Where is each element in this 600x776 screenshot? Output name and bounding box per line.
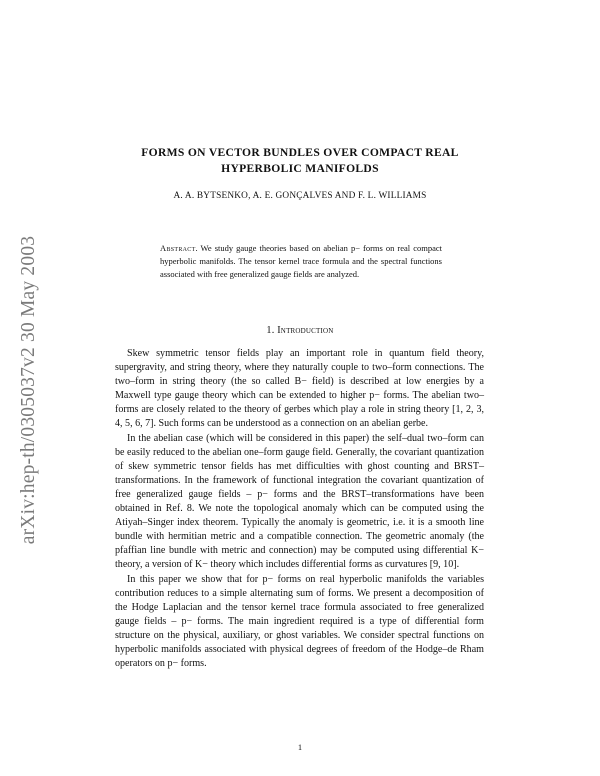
body-text [115,347,484,671]
section-title: Introduction [277,325,334,336]
arxiv-sidebar-stamp [14,200,44,580]
author-list: A. A. BYTSENKO, A. E. GONÇALVES AND F. L. WILLIAMS [173,191,427,201]
abstract [160,242,442,281]
paper-title-line-1: FORMS ON VECTOR BUNDLES OVER COMPACT REAL [141,146,459,159]
paper-title-line-2: HYPERBOLIC MANIFOLDS [221,162,379,175]
paragraph-3: In this paper we show that for p− forms on real hyperbolic manifolds the variables contribution reduces to a simple alternating sum of forms. We present a decomposition of the Hodge Laplacian and the tensor kernel trace formula associated to free generalized gauge fields – p− forms. The main ingredient required is a type of differential form structure on the physical, auxiliary, or ghost variables. We consider spectral functions on hyperbolic manifolds associated with physical degrees of freedom of the Hodge–de Rham operators on p− forms. [115,573,484,670]
abstract-label: Abstract [160,243,196,253]
paragraph-1: Skew symmetric tensor fields play an important role in quantum field theory, supergravity, and string theory, where they naturally couple to two–form connections. The two–form in string theory (the so called B− field) is described at low energies by a Maxwell type gauge theory which can be extended to higher p− forms. The abelian two–forms are closely related to the theory of gerbes which play a role in string theory [1, 2, 3, 4, 5, 6, 7]. Such forms can be understood as a connection on an abelian gerbe. [115,348,484,430]
arxiv-identifier: arXiv:hep-th/0305037v2 30 May 2003 [18,235,39,545]
paper-title [100,145,500,177]
page-number: 1 [297,742,303,752]
paragraph-2: In the abelian case (which will be considered in this paper) the self–dual two–form can be easily reduced to the abelian one–form gauge field. Generally, the covariant quantization of skew symmetric tensor fields has met difficulties with ghost counting and BRST–transformations. In the framework of functional integration the covariant quantization of free generalized gauge fields – p− forms and the BRST–transformations have been obtained in Ref. 8. We note the topological anomaly which can be computed using the Atiyah–Singer index theorem. Typically the anomaly is geometric, i.e. it is a smooth line bundle with hermitian metric and a compatible connection. The geometric anomaly (the pfaffian line bundle with metric and connection) may be computed using differential K− theory, a version of K− theory which includes differential forms as curvatures [9, 10]. [115,432,484,571]
section-number: 1. [266,325,275,336]
section-heading [100,325,500,336]
abstract-text: . We study gauge theories based on abelian p− forms on real compact hyperbolic manifolds. The tensor kernel trace formula and the spectral functions associated with free generalized gauge fields are analyzed. [160,243,442,279]
